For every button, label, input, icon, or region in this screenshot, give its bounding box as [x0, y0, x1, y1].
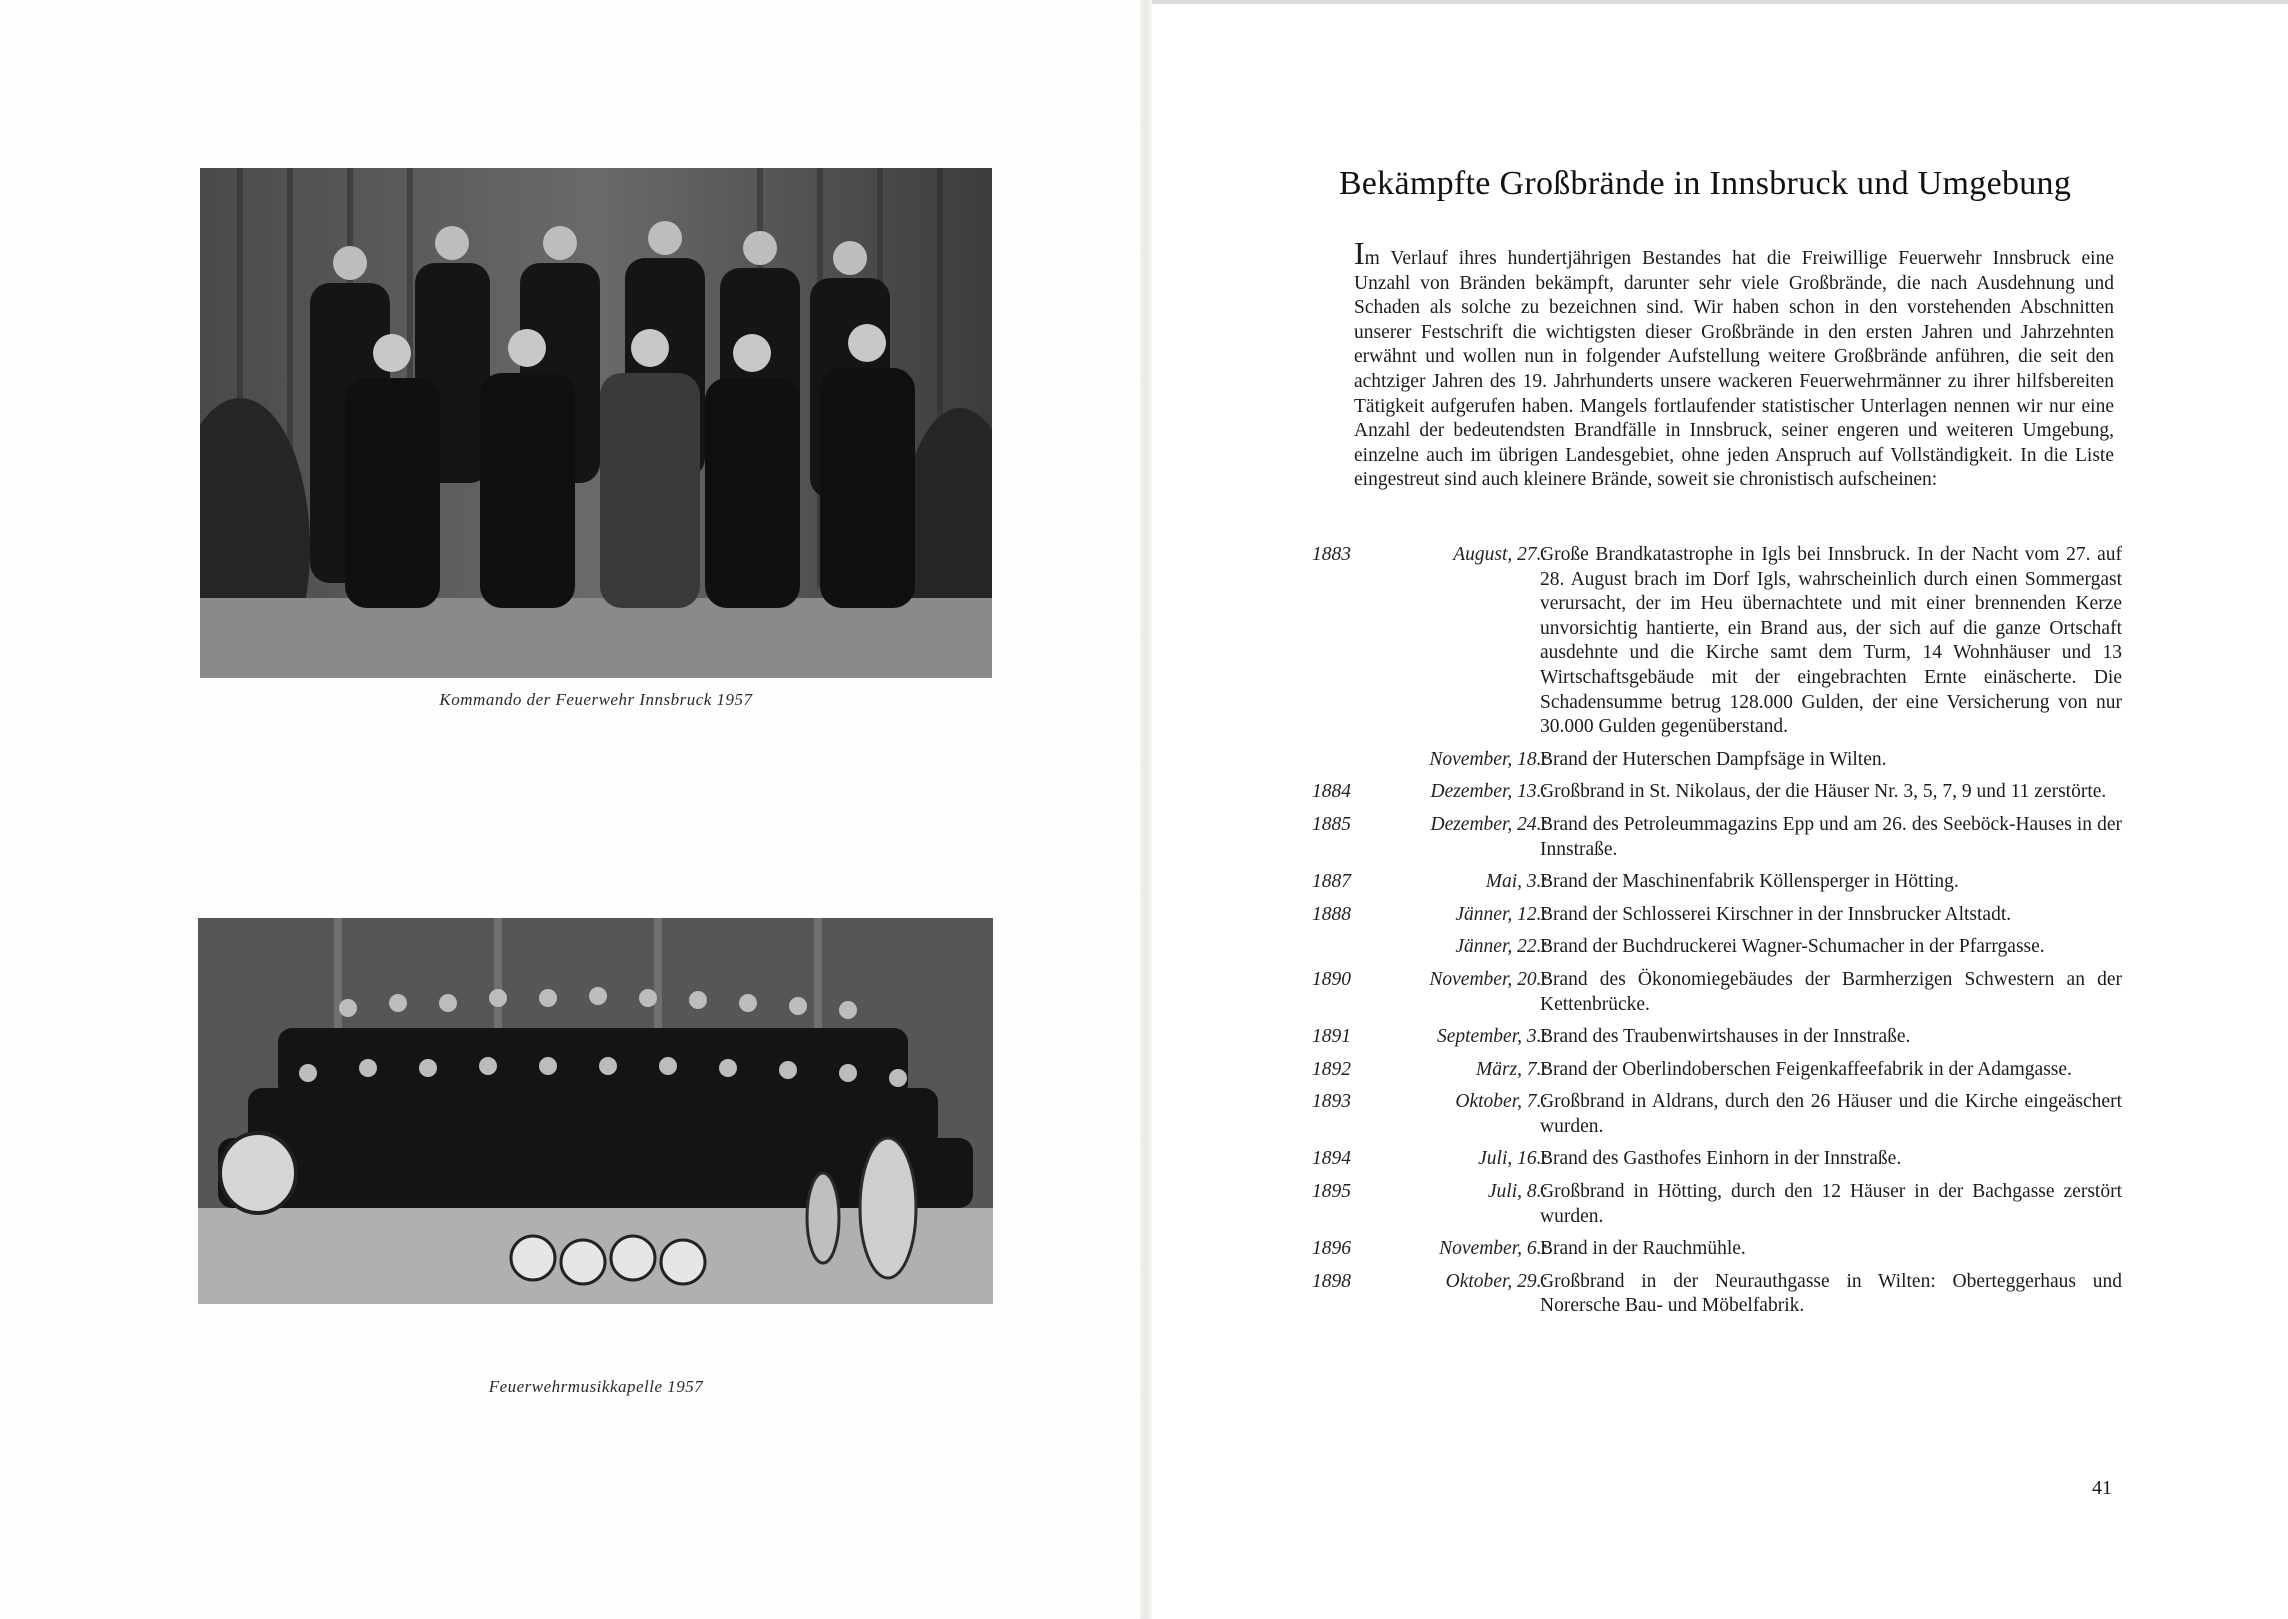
photo-caption: Kommando der Feuerwehr Innsbruck 1957 [439, 690, 753, 709]
chronology-entry [1312, 903, 2122, 928]
entry-date: Juli, 8.: [1487, 1181, 1548, 1203]
fire-chronology-list [1312, 543, 2122, 1327]
entry-year: 1896 [1312, 1238, 1351, 1260]
chronology-entry [1312, 543, 2122, 740]
chronology-entry [1312, 1237, 2122, 1262]
entry-date: Oktober, 7.: [1455, 1091, 1548, 1113]
page-number: 41 [2092, 1477, 2112, 1499]
entry-year: 1892 [1312, 1058, 1351, 1080]
chronology-entry [1312, 1270, 2122, 1319]
intro-dropcap: I [1354, 235, 1365, 271]
entry-date: Oktober, 29.: [1445, 1270, 1548, 1292]
entry-text: Brand des Petroleummagazins Epp und am 26. des Seeböck-Hauses in der Innstraße. [1540, 813, 2122, 860]
entry-date: Jänner, 22.: [1455, 936, 1548, 958]
entry-year: 1884 [1312, 781, 1351, 803]
entry-year: 1885 [1312, 813, 1351, 835]
intro-text: m Verlauf ihres hundertjährigen Bestandes hat die Freiwillige Feuerwehr Innsbruck eine Unzahl von Bränden bekämpft, darunter sehr viele Großbrände, die nach Ausdehnung und Schaden als solche zu bezeichnen sind. Wir haben schon in den vorstehenden Abschnitten unserer Festschrift die wichtigsten dieser Großbrände in den ersten Jahren und Jahrzehnten erwähnt und wollen nun in folgender Aufstellung weitere Großbrände anführen, die seit den achtziger Jahren des 19. Jahrhunderts unsere wackeren Feuerwehrmänner zu ihrer hilfsbereiten Tätigkeit aufgerufen haben. Mangels fortlaufender statistischer Unterlagen nennen wir nur eine Anzahl der bedeutendsten Brandfälle in Innsbruck, seiner engeren und weiteren Umgebung, einzelne auch im übrigen Landesgebiet, ohne jeden Anspruch auf Vollständigkeit. In die Liste eingestreut sind auch kleinere Brände, soweit sie chronistisch aufscheinen: [1354, 248, 2114, 491]
entry-year: 1894 [1312, 1148, 1351, 1170]
entry-text: Großbrand in Aldrans, durch den 26 Häuser und die Kirche eingeäschert wurden. [1540, 1091, 2122, 1137]
entry-year: 1895 [1312, 1181, 1351, 1203]
entry-year: 1893 [1312, 1091, 1351, 1113]
chronology-entry [1312, 780, 2122, 805]
entry-date: November, 20.: [1429, 968, 1548, 990]
entry-year: 1883 [1312, 544, 1351, 565]
page-heading: Bekämpfte Großbrände in Innsbruck und Umgebung [1338, 165, 2072, 202]
entry-date: September, 3.: [1436, 1026, 1548, 1048]
chronology-entry [1312, 813, 2122, 862]
chronology-entry [1312, 870, 2122, 895]
entry-date: November, 18.: [1429, 748, 1548, 770]
entry-text: Große Brandkatastrophe in Igls bei Innsbruck. In der Nacht vom 27. auf 28. August brach im Dorf Igls, wahrscheinlich durch einen Sommergast verursacht, der im Heu übernachtete und mit einer brennenden Kerze unvorsichtig hantierte, ein Brand aus, der sich auf die ganze Ortschaft ausdehnte und die Kirche samt dem Turm, 14 Wohnhäuser und 13 Wirtschaftsgebäude mit der eingebrachten Ernte einäscherte. Die Schadensumme betrug 128.000 Gulden, der eine Versicherung von nur 30.000 Gulden gegenüberstand. [1540, 544, 2122, 738]
photo-fire-brigade-command [200, 168, 992, 678]
entry-year: 1891 [1312, 1026, 1351, 1048]
entry-text: Brand des Traubenwirtshauses in der Innstraße. [1540, 1026, 1911, 1048]
entry-text: Brand der Schlosserei Kirschner in der Innsbrucker Altstadt. [1540, 903, 2012, 925]
entry-text: Brand der Buchdruckerei Wagner-Schumacher in der Pfarrgasse. [1540, 936, 2045, 958]
entry-date: Dezember, 24.: [1430, 813, 1548, 835]
photo-band-image [198, 918, 993, 1304]
chronology-entry [1312, 1147, 2122, 1172]
entry-year: 1888 [1312, 903, 1351, 925]
entry-text: Großbrand in Hötting, durch den 12 Häuser in der Bachgasse zerstört wurden. [1540, 1181, 2122, 1227]
entry-year: 1890 [1312, 968, 1351, 990]
photo-caption: Feuerwehrmusikkapelle 1957 [488, 1377, 704, 1396]
photo-command-image [200, 168, 992, 678]
entry-year: 1898 [1312, 1270, 1351, 1292]
photo-fire-brigade-band [198, 918, 993, 1304]
entry-text: Großbrand in der Neurauthgasse in Wilten: Oberteggerhaus und Norersche Bau- und Möbelfabrik. [1540, 1270, 2122, 1317]
chronology-entry [1312, 968, 2122, 1017]
entry-date: August, 27.: [1453, 544, 1548, 565]
chronology-entry [1312, 1058, 2122, 1083]
entry-date: Jänner, 12.: [1455, 903, 1548, 925]
entry-text: Brand der Maschinenfabrik Köllensperger in Hötting. [1540, 871, 1959, 893]
entry-date: Mai, 3.: [1485, 871, 1548, 893]
entry-text: Großbrand in St. Nikolaus, der die Häuser Nr. 3, 5, 7, 9 und 11 zerstörte. [1540, 781, 2107, 803]
chronology-entry [1312, 748, 2122, 773]
chronology-entry [1312, 1025, 2122, 1050]
entry-text: Brand der Huterschen Dampfsäge in Wilten. [1540, 748, 1887, 770]
chronology-entry [1312, 935, 2122, 960]
entry-date: Juli, 16.: [1478, 1148, 1548, 1170]
entry-text: Brand der Oberlindoberschen Feigenkaffeefabrik in der Adamgasse. [1540, 1058, 2072, 1080]
entry-year: 1887 [1312, 871, 1351, 893]
intro-paragraph [1354, 235, 2114, 493]
entry-date: Dezember, 13.: [1430, 781, 1548, 803]
book-gutter [1140, 0, 1152, 1619]
entry-text: Brand in der Rauchmühle. [1540, 1238, 1746, 1260]
entry-text: Brand des Ökonomiegebäudes der Barmherzigen Schwestern an der Kettenbrücke. [1540, 968, 2122, 1015]
entry-date: März, 7.: [1475, 1058, 1548, 1080]
entry-text: Brand des Gasthofes Einhorn in der Innstraße. [1540, 1148, 1902, 1170]
chronology-entry [1312, 1180, 2122, 1229]
chronology-entry [1312, 1090, 2122, 1139]
entry-date: November, 6.: [1439, 1238, 1548, 1260]
